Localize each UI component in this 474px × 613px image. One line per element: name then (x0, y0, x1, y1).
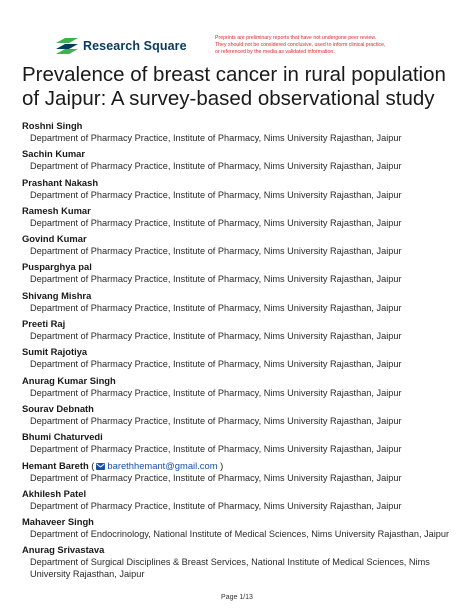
author-entry (22, 403, 462, 431)
author-affiliation: Department of Pharmacy Practice, Institute of Pharmacy, Nims University Rajasthan, Jaipur (30, 133, 402, 143)
author-affiliation: Department of Pharmacy Practice, Institute of Pharmacy, Nims University Rajasthan, Jaipur (30, 359, 402, 370)
author-name: Govind Kumar (22, 233, 87, 245)
author-entry (22, 120, 462, 148)
author-entry (22, 205, 462, 233)
author-affiliation: Department of Pharmacy Practice, Institute of Pharmacy, Nims University Rajasthan, Jaipur (30, 387, 402, 398)
author-entry (22, 375, 462, 403)
author-entry (22, 290, 462, 318)
author-entry (22, 460, 462, 488)
envelope-icon (96, 463, 105, 470)
author-name: Sachin Kumar (22, 148, 86, 160)
author-entry (22, 233, 462, 261)
author-affiliation: Department of Pharmacy Practice, Institute of Pharmacy, Nims University Rajasthan, Jaipur (30, 161, 402, 172)
author-name: Ramesh Kumar (22, 204, 91, 216)
author-name: Sumit Rajotiya (22, 346, 88, 358)
author-name: Hemant Bareth (22, 459, 89, 471)
brand-name: Research Square (83, 39, 187, 53)
author-entry (22, 488, 462, 516)
page-header (0, 0, 474, 64)
corresponding-author-line (22, 460, 462, 472)
author-name: Preeti Raj (22, 318, 66, 330)
author-affiliation: Department of Endocrinology, National Institute of Medical Sciences, Nims University Rajasthan, Jaipur (30, 529, 450, 540)
author-name: Pusparghya pal (22, 261, 92, 273)
author-email-link[interactable]: barethhemant@gmail.com (107, 459, 218, 471)
author-name: Anurag Kumar Singh (22, 374, 116, 386)
disclaimer-line: Preprints are preliminary reports that have not undergone peer review. (215, 35, 377, 41)
author-name: Bhumi Chaturvedi (22, 431, 103, 443)
preprint-disclaimer (215, 35, 435, 56)
author-affiliation: Department of Pharmacy Practice, Institute of Pharmacy, Nims University Rajasthan, Jaipur (30, 246, 402, 257)
author-name: Prashant Nakash (22, 176, 99, 188)
author-name: Akhilesh Patel (22, 487, 87, 499)
research-square-logo[interactable] (56, 38, 187, 54)
author-affiliation: Department of Pharmacy Practice, Institute of Pharmacy, Nims University Rajasthan, Jaipur (30, 302, 402, 313)
research-square-logo-icon (56, 38, 78, 54)
email-paren-close: ) (217, 459, 224, 471)
author-name: Sourav Debnath (22, 402, 94, 414)
author-entry (22, 177, 462, 205)
author-list (22, 120, 462, 582)
author-affiliation: Department of Pharmacy Practice, Institute of Pharmacy, Nims University Rajasthan, Jaipur (30, 189, 402, 200)
author-affiliation: Department of Pharmacy Practice, Institute of Pharmacy, Nims University Rajasthan, Jaipur (30, 217, 402, 228)
email-paren-open: ( (91, 459, 95, 471)
author-affiliation: Department of Surgical Disciplines & Breast Services, National Institute of Medical Sciences, Nims University Rajasthan, Jaipur (30, 557, 430, 580)
disclaimer-line: or referenced by the media as validated information. (215, 49, 335, 55)
author-affiliation: Department of Pharmacy Practice, Institute of Pharmacy, Nims University Rajasthan, Jaipur (30, 444, 402, 455)
author-affiliation: Department of Pharmacy Practice, Institute of Pharmacy, Nims University Rajasthan, Jaipur (30, 500, 402, 511)
author-name: Anurag Srivastava (22, 544, 105, 556)
author-affiliation: Department of Pharmacy Practice, Institute of Pharmacy, Nims University Rajasthan, Jaipur (30, 415, 402, 426)
paper-title: Prevalence of breast cancer in rural population of Jaipur: A survey-based observational study (22, 63, 446, 110)
author-entry (22, 318, 462, 346)
author-entry (22, 346, 462, 374)
author-name: Mahaveer Singh (22, 516, 94, 528)
author-affiliation: Department of Pharmacy Practice, Institute of Pharmacy, Nims University Rajasthan, Jaipur (30, 274, 402, 285)
author-entry (22, 261, 462, 289)
author-name: Shivang Mishra (22, 289, 92, 301)
author-name: Roshni Singh (22, 120, 83, 131)
author-affiliation: Department of Pharmacy Practice, Institute of Pharmacy, Nims University Rajasthan, Jaipur (30, 331, 402, 342)
author-affiliation: Department of Pharmacy Practice, Institute of Pharmacy, Nims University Rajasthan, Jaipur (30, 472, 402, 483)
author-entry (22, 431, 462, 459)
author-entry (22, 544, 462, 582)
author-entry (22, 516, 462, 544)
disclaimer-line: They should not be considered conclusive, used to inform clinical practice, (215, 42, 386, 48)
page-number: Page 1/13 (221, 594, 253, 601)
author-entry (22, 148, 462, 176)
